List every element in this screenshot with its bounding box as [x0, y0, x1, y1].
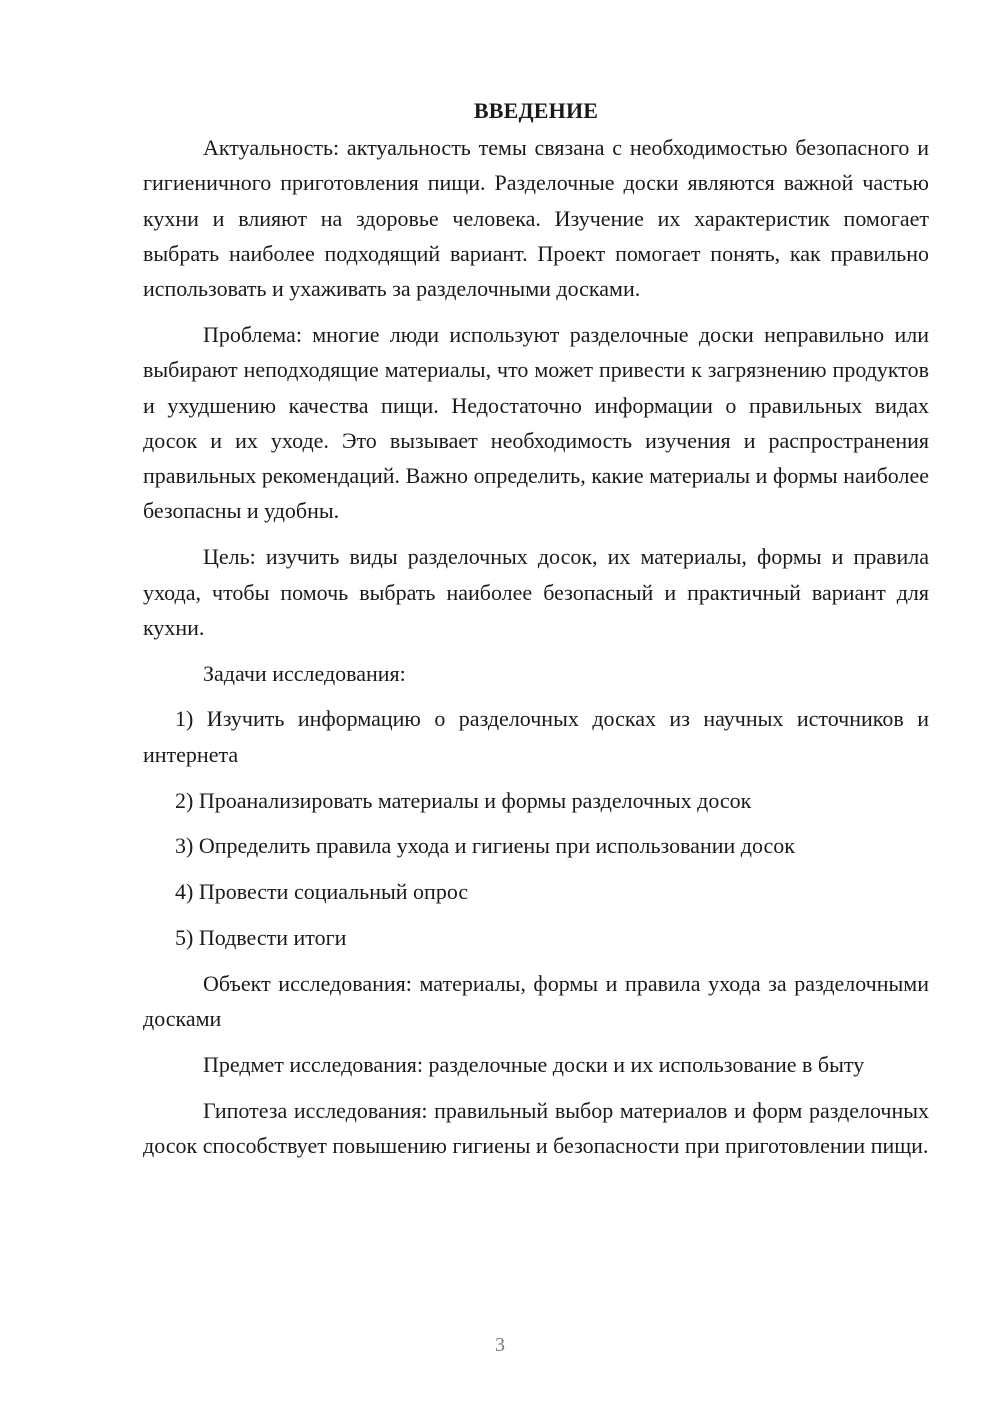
paragraph-relevance: Актуальность: актуальность темы связана с необходимостью безопасного и гигиеничного приготовления пищи. Разделочные доски являются важной частью кухни и влияют на здоровье человека. Изучение их характеристик помогает выбрать наиболее подходящий вариант. Проект помогает понять, как правильно использовать и ухаживать за разделочными досками. [143, 135, 929, 302]
page-number: 3 [495, 1334, 505, 1356]
page-title: ВВЕДЕНИЕ [473, 98, 599, 123]
list-item: 5) Подвести итоги [175, 924, 347, 950]
paragraph-object: Объект исследования: материалы, формы и правила ухода за разделочными досками [143, 970, 929, 1032]
list-item: 2) Проанализировать материалы и формы разделочных досок [175, 787, 752, 813]
list-item: 3) Определить правила ухода и гигиены при использовании досок [175, 833, 795, 859]
tasks-heading: Задачи исследования: [203, 660, 406, 686]
paragraph-goal: Цель: изучить виды разделочных досок, их материалы, формы и правила ухода, чтобы помочь выбрать наиболее безопасный и практичный вариант для кухни. [143, 544, 929, 640]
paragraph-subject: Предмет исследования: разделочные доски и их использование в быту [203, 1051, 865, 1077]
paragraph-hypothesis: Гипотеза исследования: правильный выбор материалов и форм разделочных досок способствует повышению гигиены и безопасности при приготовлении пищи. [143, 1097, 929, 1158]
document-page [143, 96, 929, 1174]
list-item: 4) Провести социальный опрос [175, 879, 469, 905]
paragraph-problem: Проблема: многие люди используют разделочные доски неправильно или выбирают неподходящие материалы, что может привести к загрязнению продуктов и ухудшению качества пищи. Недостаточно информации о правильных видах досок и их уходе. Это вызывает необходимость изучения и распространения правильных рекомендаций. Важно определить, какие материалы и формы наиболее безопасны и удобны. [143, 321, 929, 524]
list-item: 1) Изучить информацию о разделочных досках из научных источников и интернета [143, 706, 929, 767]
tasks-list [143, 701, 929, 955]
